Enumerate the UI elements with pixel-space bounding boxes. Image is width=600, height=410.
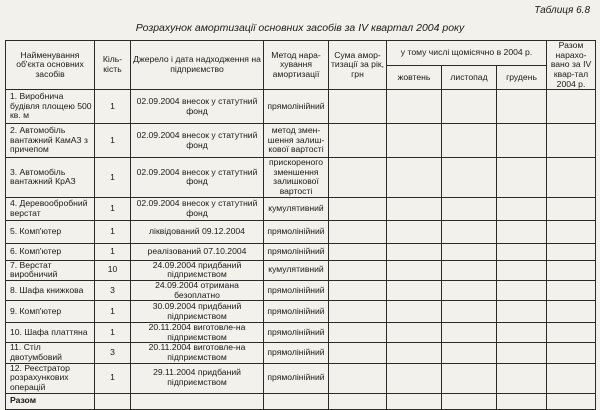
cell-november — [442, 323, 497, 343]
cell-annual-sum — [329, 260, 387, 280]
cell-source: реалізований 07.10.2004 — [131, 243, 264, 260]
cell-november — [442, 197, 497, 220]
cell-annual-sum — [329, 301, 387, 323]
header-name: Найменування об'єкта основних засобів — [6, 41, 95, 90]
cell-total-q4 — [547, 363, 596, 393]
total-cell — [497, 393, 547, 409]
cell-december — [497, 343, 547, 363]
cell-method: прямолінійний — [264, 280, 329, 300]
cell-source: 30.09.2004 придбаний підприємством — [131, 301, 264, 323]
cell-december — [497, 90, 547, 124]
table-row — [6, 280, 596, 300]
total-cell — [387, 393, 442, 409]
cell-method: прискореного зменшення залишкової вартості — [264, 158, 329, 198]
table-row — [6, 220, 596, 243]
cell-qty: 1 — [95, 158, 131, 198]
cell-method: метод змен-шення залиш-кової вартості — [264, 124, 329, 158]
cell-method: прямолінійний — [264, 301, 329, 323]
cell-december — [497, 197, 547, 220]
header-qty: Кіль-кість — [95, 41, 131, 90]
cell-october — [387, 323, 442, 343]
cell-december — [497, 158, 547, 198]
cell-name: 2. Автомобіль вантажний КамАЗ з причепом — [6, 124, 95, 158]
cell-name: 8. Шафа книжкова — [6, 280, 95, 300]
cell-november — [442, 220, 497, 243]
cell-annual-sum — [329, 90, 387, 124]
cell-december — [497, 280, 547, 300]
table-row — [6, 243, 596, 260]
table-row — [6, 158, 596, 198]
table-row — [6, 124, 596, 158]
cell-november — [442, 90, 497, 124]
cell-method: прямолінійний — [264, 363, 329, 393]
cell-october — [387, 343, 442, 363]
cell-qty: 1 — [95, 243, 131, 260]
cell-october — [387, 220, 442, 243]
cell-november — [442, 280, 497, 300]
cell-total-q4 — [547, 90, 596, 124]
table-number: Таблиця 6.8 — [534, 5, 590, 16]
cell-total-q4 — [547, 343, 596, 363]
cell-annual-sum — [329, 220, 387, 243]
table-row — [6, 301, 596, 323]
cell-source: 24.09.2004 придбаний підприємством — [131, 260, 264, 280]
cell-name: 4. Деревообробний верстат — [6, 197, 95, 220]
total-row — [6, 393, 596, 409]
cell-annual-sum — [329, 323, 387, 343]
cell-total-q4 — [547, 323, 596, 343]
cell-source: 29.11.2004 придбаний підприємством — [131, 363, 264, 393]
cell-method: прямолінійний — [264, 243, 329, 260]
cell-annual-sum — [329, 124, 387, 158]
cell-december — [497, 220, 547, 243]
cell-name: 6. Комп'ютер — [6, 243, 95, 260]
cell-total-q4 — [547, 280, 596, 300]
cell-annual-sum — [329, 158, 387, 198]
cell-source: 02.09.2004 внесок у статутний фонд — [131, 158, 264, 198]
cell-qty: 3 — [95, 280, 131, 300]
cell-october — [387, 301, 442, 323]
cell-qty: 1 — [95, 124, 131, 158]
cell-name: 12. Реєстратор розрахункових операцій — [6, 363, 95, 393]
cell-method: кумулятивний — [264, 197, 329, 220]
total-cell — [329, 393, 387, 409]
header-total-q4: Разом нарахо-вано за IV квар-тал 2004 р. — [547, 41, 596, 90]
cell-november — [442, 243, 497, 260]
cell-source: 20.11.2004 виготовле-на підприємством — [131, 343, 264, 363]
cell-annual-sum — [329, 343, 387, 363]
cell-november — [442, 301, 497, 323]
header-annual-sum: Сума амор-тизації за рік, грн — [329, 41, 387, 90]
cell-source: 24.09.2004 отримана безоплатно — [131, 280, 264, 300]
cell-qty: 10 — [95, 260, 131, 280]
cell-method: прямолінійний — [264, 90, 329, 124]
cell-november — [442, 343, 497, 363]
cell-annual-sum — [329, 197, 387, 220]
cell-source: 02.09.2004 внесок у статутний фонд — [131, 90, 264, 124]
table-row — [6, 343, 596, 363]
cell-november — [442, 260, 497, 280]
total-cell — [131, 393, 264, 409]
table-title: Розрахунок амортизації основних засобів за IV квартал 2004 року — [135, 22, 465, 34]
cell-october — [387, 124, 442, 158]
table-row — [6, 363, 596, 393]
cell-december — [497, 363, 547, 393]
header-month-december: грудень — [497, 65, 547, 90]
cell-december — [497, 260, 547, 280]
cell-qty: 1 — [95, 197, 131, 220]
cell-method: кумулятивний — [264, 260, 329, 280]
cell-name: 10. Шафа платтяна — [6, 323, 95, 343]
table-row — [6, 323, 596, 343]
cell-qty: 1 — [95, 90, 131, 124]
cell-qty: 1 — [95, 363, 131, 393]
cell-total-q4 — [547, 220, 596, 243]
cell-method: прямолінійний — [264, 343, 329, 363]
cell-total-q4 — [547, 243, 596, 260]
total-cell — [547, 393, 596, 409]
header-monthly: у тому числі щомісячно в 2004 р. — [387, 41, 547, 66]
table-row — [6, 197, 596, 220]
cell-source: 02.09.2004 внесок у статутний фонд — [131, 124, 264, 158]
total-label: Разом — [6, 393, 95, 409]
cell-november — [442, 158, 497, 198]
cell-annual-sum — [329, 280, 387, 300]
cell-december — [497, 323, 547, 343]
header-method: Метод нара-хування амортизації — [264, 41, 329, 90]
cell-october — [387, 280, 442, 300]
cell-annual-sum — [329, 243, 387, 260]
table-row — [6, 90, 596, 124]
total-cell — [95, 393, 131, 409]
cell-name: 9. Комп'ютер — [6, 301, 95, 323]
cell-qty: 3 — [95, 343, 131, 363]
cell-october — [387, 260, 442, 280]
cell-name: 5. Комп'ютер — [6, 220, 95, 243]
cell-source: 02.09.2004 внесок у статутний фонд — [131, 197, 264, 220]
cell-total-q4 — [547, 158, 596, 198]
cell-name: 1. Виробнича будівля площею 500 кв. м — [6, 90, 95, 124]
cell-source: ліквідований 09.12.2004 — [131, 220, 264, 243]
cell-qty: 1 — [95, 323, 131, 343]
cell-annual-sum — [329, 363, 387, 393]
cell-october — [387, 243, 442, 260]
cell-name: 7. Верстат виробничий — [6, 260, 95, 280]
cell-october — [387, 197, 442, 220]
cell-october — [387, 158, 442, 198]
cell-december — [497, 243, 547, 260]
cell-total-q4 — [547, 301, 596, 323]
depreciation-table — [5, 40, 596, 410]
cell-qty: 1 — [95, 301, 131, 323]
cell-october — [387, 363, 442, 393]
total-cell — [264, 393, 329, 409]
cell-november — [442, 124, 497, 158]
cell-november — [442, 363, 497, 393]
cell-method: прямолінійний — [264, 220, 329, 243]
cell-total-q4 — [547, 197, 596, 220]
cell-source: 20.11.2004 виготовле-на підприємством — [131, 323, 264, 343]
cell-total-q4 — [547, 260, 596, 280]
total-cell — [442, 393, 497, 409]
header-month-october: жовтень — [387, 65, 442, 90]
cell-name: 11. Стіл двотумбовий — [6, 343, 95, 363]
cell-october — [387, 90, 442, 124]
cell-name: 3. Автомобіль вантажний КрАЗ — [6, 158, 95, 198]
cell-method: прямолінійний — [264, 323, 329, 343]
cell-december — [497, 301, 547, 323]
cell-december — [497, 124, 547, 158]
cell-qty: 1 — [95, 220, 131, 243]
cell-total-q4 — [547, 124, 596, 158]
table-row — [6, 260, 596, 280]
header-month-november: листопад — [442, 65, 497, 90]
header-source: Джерело і дата надходження на підприємство — [131, 41, 264, 90]
